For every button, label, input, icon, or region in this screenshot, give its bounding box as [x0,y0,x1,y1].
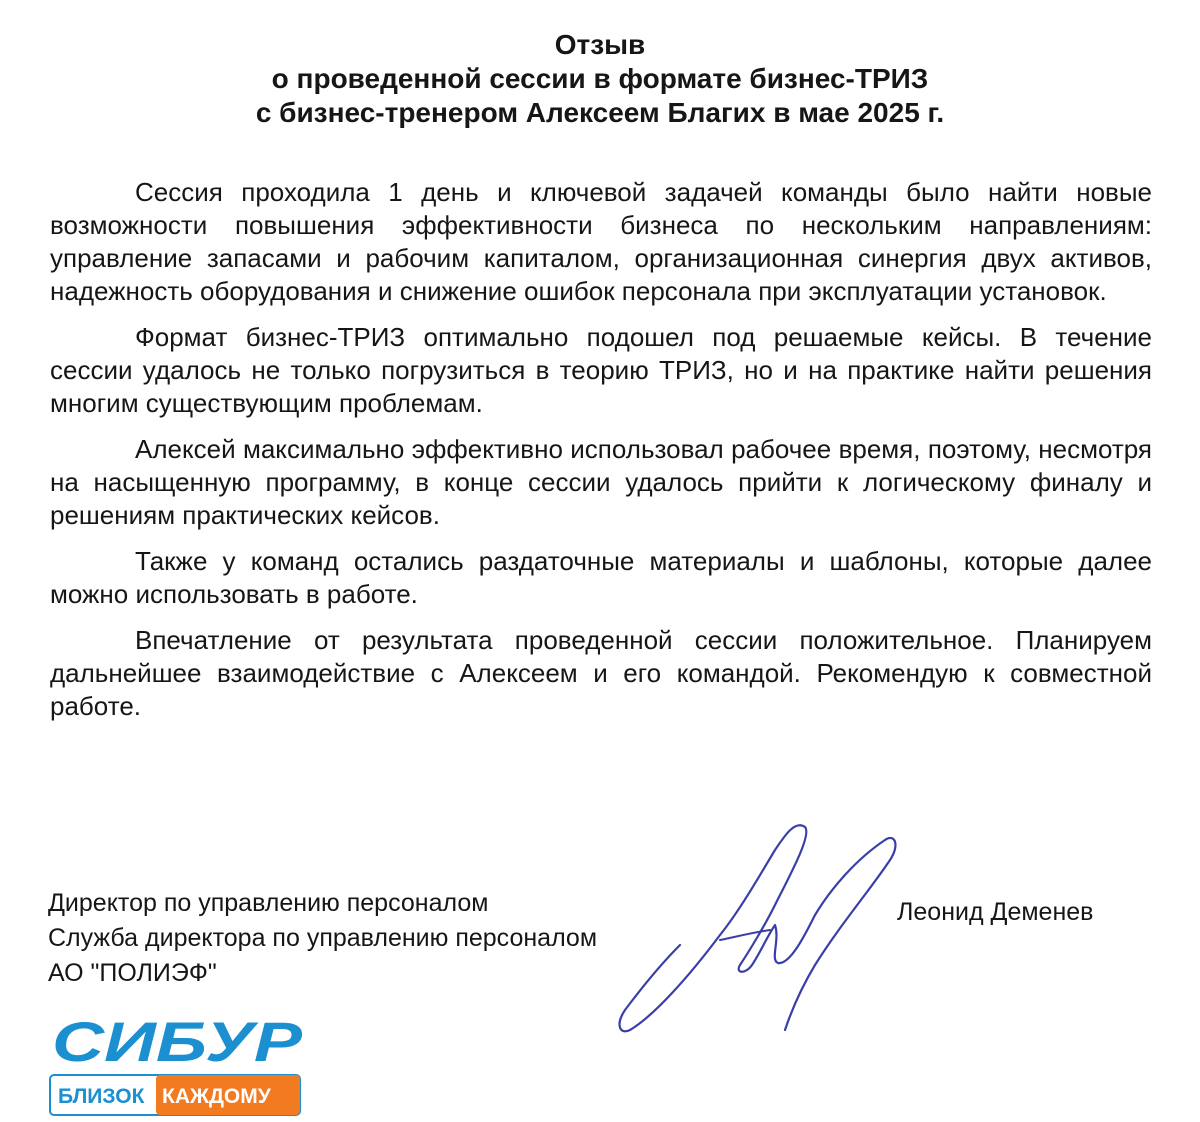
signer-block [48,886,597,991]
title-line-1: Отзыв [554,29,646,60]
handwritten-signature [600,815,900,1050]
document-title [0,28,1200,130]
document-body [50,176,1152,736]
signer-department: Служба директора по управлению персоналом [48,924,598,952]
logo-slogan-right: КАЖДОМУ [162,1085,271,1108]
paragraph-2: Формат бизнес-ТРИЗ оптимально подошел под решаемые кейсы. В течение сессии удалось не только погрузиться в теорию ТРИЗ, но и на практике найти решения многим существующим проблемам. [50,322,1152,418]
title-line-2: о проведенной сессии в формате бизнес-ТРИЗ [271,63,929,94]
title-line-3: с бизнес-тренером Алексеем Благих в мае 2025 г. [255,97,945,128]
sibur-logo [48,1005,308,1122]
paragraph-1: Сессия проходила 1 день и ключевой задачей команды было найти новые возможности повышения эффективности бизнеса по нескольким направлениям: управление запасами и рабочим капиталом, организационная синергия двух активов, надежность оборудования и снижение ошибок персонала при эксплуатации установок. [50,177,1152,306]
paragraph-4: Также у команд остались раздаточные материалы и шаблоны, которые далее можно использовать в работе. [50,546,1152,609]
logo-brand: СИБУР [52,1010,303,1073]
logo-slogan-left: БЛИЗОК [58,1085,145,1108]
signer-name: Леонид Деменев [897,898,1094,926]
signer-position: Директор по управлению персоналом [48,889,489,917]
signer-company: АО "ПОЛИЭФ" [48,959,217,987]
paragraph-3: Алексей максимально эффективно использовал рабочее время, поэтому, несмотря на насыщенную программу, в конце сессии удалось прийти к логическому финалу и решениям практических кейсов. [50,434,1152,530]
paragraph-5: Впечатление от результата проведенной сессии положительное. Планируем дальнейшее взаимодействие с Алексеем и его командой. Рекомендую к совместной работе. [50,625,1152,721]
